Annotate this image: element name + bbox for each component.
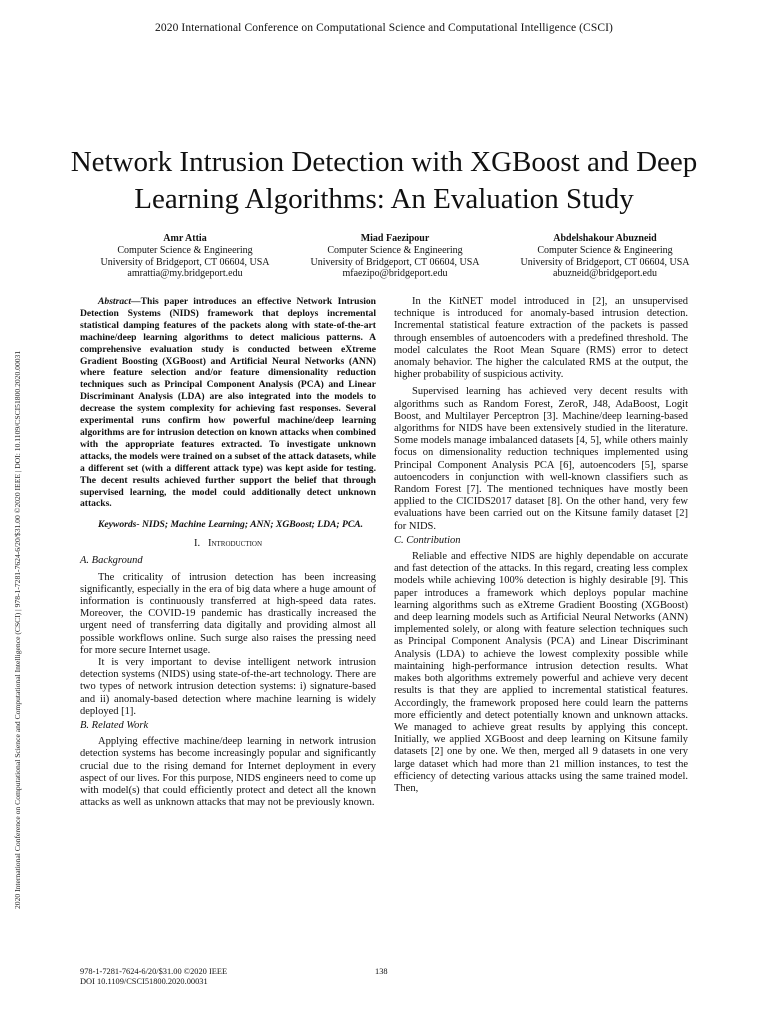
abstract-lead: Abstract— xyxy=(98,296,141,307)
author-department: Computer Science & Engineering xyxy=(537,244,673,256)
author-affiliation: University of Bridgeport, CT 06604, USA xyxy=(310,256,480,268)
author-affiliation: University of Bridgeport, CT 06604, USA xyxy=(520,256,690,268)
author-affiliation: University of Bridgeport, CT 06604, USA xyxy=(100,256,270,268)
author-3 xyxy=(495,233,715,280)
author-department: Computer Science & Engineering xyxy=(327,244,463,256)
footer-doi: DOI 10.1109/CSCI51800.2020.00031 xyxy=(80,977,208,986)
paragraph: Applying effective machine/deep learning in network intrusion detection systems has become increasingly popular and significantly crucial due to the rising demand for Internet deployment in every aspect of our lives. For this purpose, NIDS engineers need to come up with model(s) that could efficiently protect and detect all the known attacks as well as unknown attacks that may not be previously known. xyxy=(80,736,376,809)
section-heading xyxy=(80,538,376,550)
subsection-contribution: C. Contribution xyxy=(394,534,461,546)
author-name: Amr Attia xyxy=(163,233,207,244)
right-column xyxy=(394,296,688,795)
abstract-text: This paper introduces an effective Network Intrusion Detection Systems (NIDS) framework that deploys incremental statistical damping features of the packets along with state-of-the-art machine/deep learning algorithms to detect malicious patterns. A comprehensive evaluation study is conducted between eXtreme Gradient Boosting (XGBoost) and Artificial Neural Networks (ANN) where feature selection and/or feature dimensionality reduction techniques such as Principal Component Analysis (PCA) and Linear Discriminant Analysis (LDA) are also integrated into the models to decrease the system complexity for achieving fast responses. Several experimental runs confirm how powerful machine/deep learning algorithms are for intrusion detection on known attacks when combined with the appropriate features extracted. To investigate unknown attacks, the models were trained on a subset of the attack datasets, while a different set (with a different attack type) was kept aside for testing. The decent results achieved further support the belief that through supervised learning, the model could additionally detect unknown attacks. xyxy=(80,296,376,510)
author-2 xyxy=(285,233,505,280)
paper-title: Network Intrusion Detection with XGBoost and Deep Learning Algorithms: An Evaluation Study xyxy=(70,146,698,215)
author-department: Computer Science & Engineering xyxy=(117,244,253,256)
page-number: 138 xyxy=(375,967,388,976)
side-citation-note: 2020 International Conference on Computational Science and Computational Intelligence (CSCI) | 978-1-7281-7624-6/20/$31.00 ©2020 IEEE | DOI: 10.1109/CSCI51800.2020.00031 xyxy=(13,350,22,909)
paragraph: The criticality of intrusion detection has been increasing significantly, especially in the era of big data where a huge amount of information is continuously transferred at high-speed data rates. Moreover, the COVID-19 pandemic has drastically increased the urgent need of transferring data digitally and providing almost all possible workflows online. Such surge also raises the pressing need for more secure Internet usage. xyxy=(80,571,376,656)
paragraph: It is very important to devise intelligent network intrusion detection systems (NIDS) using state-of-the-art technology. There are two types of network intrusion detection systems: i) signature-based and ii) anomaly-based detection where machine learning is widely deployed [1]. xyxy=(80,657,376,717)
author-email[interactable]: mfaezipo@bridgeport.edu xyxy=(342,268,448,280)
paragraph: Supervised learning has achieved very decent results with algorithms such as Random Forest, ZeroR, J48, AdaBoost, Logit Boost, and Multilayer Perceptron [3]. Machine/deep learning-based algorithms for NIDS have been extensively studied in the literature. Some models manage imbalanced datasets [4, 5], while others mainly focus on dimensionality reduction techniques implemented using Principal Component Analysis PCA [6], autoencoders [5], sparse autoencoders in conjunction with well-known classifiers such as Random Forest [7]. The mentioned techniques have mostly been applied to the CICIDS2017 dataset [8]. On the other hand, very few evaluations have been carried out on the Kitsune family dataset [2] for NIDS. xyxy=(394,386,688,532)
keywords: Keywords- NIDS; Machine Learning; ANN; XGBoost; LDA; PCA. xyxy=(98,519,364,531)
section-number: I. xyxy=(193,538,201,550)
author-block xyxy=(75,233,715,285)
section-title: Introduction xyxy=(207,538,263,550)
abstract xyxy=(80,296,376,510)
subsection-related-work: B. Related Work xyxy=(80,720,149,732)
conference-header: 2020 International Conference on Computational Science and Computational Intelligence (CSCI) xyxy=(155,22,613,34)
footer-isbn: 978-1-7281-7624-6/20/$31.00 ©2020 IEEE xyxy=(80,967,228,976)
author-name: Abdelshakour Abuzneid xyxy=(553,233,657,244)
left-column xyxy=(80,296,376,809)
paragraph: Reliable and effective NIDS are highly dependable on accurate and fast detection of the attacks. In this regard, creating less complex models while achieving 100% detection is highly desirable [9]. This paper introduces a framework which deploys popular machine learning algorithms such as eXtreme Gradient Boosting (XGBoost) and deep learning models such as Artificial Neural Networks (ANN) implemented solely, or along with feature selection techniques such as Principal Component Analysis (PCA) and Linear Discriminant Analysis (LDA) to achieve the lowest complexity possible while maintaining high-performance intrusion detection results. What makes both algorithms extremely powerful and achieve very decent results is that they are applied to incremental statistical features. Accordingly, the framework proposed here could learn the patterns more efficiently and detect potentially known and unknown attacks. We managed to achieve great results by applying this concept. Initially, we applied XGBoost and deep learning on Kitsune family datasets [2] one by one. We then, merged all 9 datasets in one very large dataset which had more than 21 million instances, to test the efficiency of detecting various attacks using the same trained model. Then, xyxy=(394,551,688,794)
paragraph: In the KitNET model introduced in [2], an unsupervised technique is introduced for anomaly-based intrusion detection. Incremental statistical feature extraction of the packets is passed through ensembles of autoencoders with a predefined threshold. The model calculates the Root Mean Square (RMS) error to detect anomaly behavior. The higher the calculated RMS at the output, the higher probability of suspicious activity. xyxy=(394,296,688,381)
author-name: Miad Faezipour xyxy=(360,233,430,244)
author-1 xyxy=(75,233,295,280)
subsection-background: A. Background xyxy=(80,555,143,567)
footer-copyright xyxy=(80,967,227,987)
author-email[interactable]: abuzneid@bridgeport.edu xyxy=(553,268,657,280)
author-email[interactable]: amrattia@my.bridgeport.edu xyxy=(127,268,243,280)
